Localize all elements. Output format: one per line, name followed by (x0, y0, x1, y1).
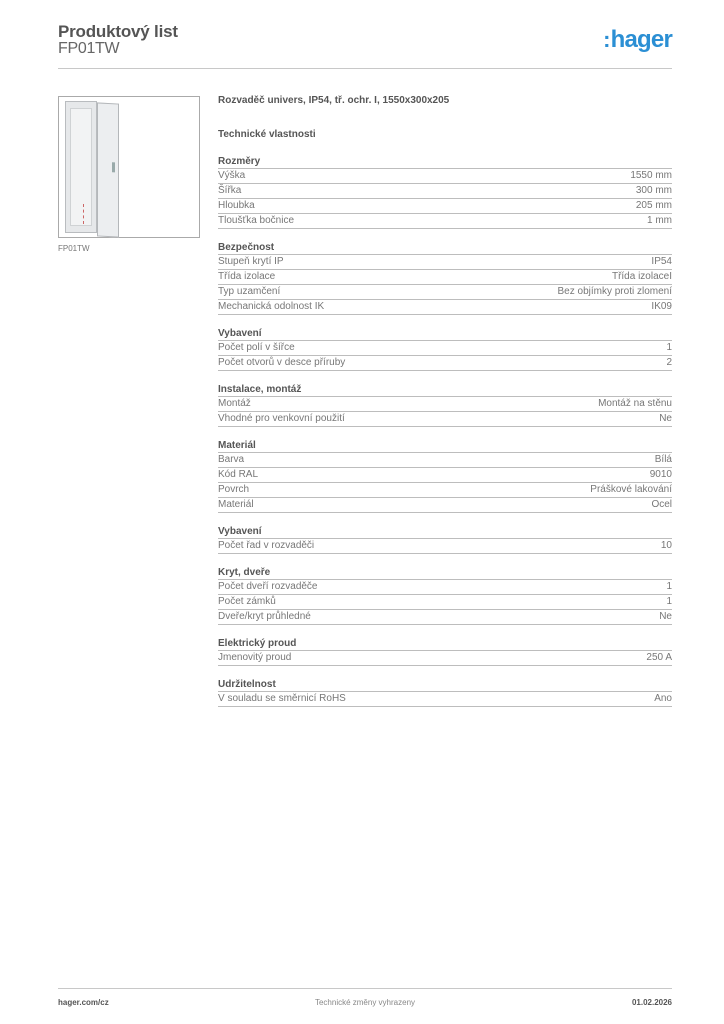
spec-label: Počet řad v rozvaděči (218, 540, 315, 551)
section-rows (218, 255, 672, 315)
cabinet-door-graphic (97, 102, 119, 237)
spec-label: Mechanická odolnost IK (218, 301, 325, 312)
product-description: Rozvaděč univers, IP54, tř. ochr. I, 1550x300x205 (218, 95, 450, 106)
spec-section (218, 678, 672, 707)
spec-row (218, 255, 672, 270)
spec-value: 9010 (649, 469, 672, 480)
spec-label: Počet polí v šířce (218, 342, 295, 353)
spec-value: 250 A (646, 652, 672, 663)
spec-label: Šířka (218, 185, 242, 196)
spec-label: Výška (218, 170, 246, 181)
spec-value: 1 (666, 581, 672, 592)
section-title: Udržitelnost (218, 678, 672, 692)
spec-label: Hloubka (218, 200, 255, 211)
cabinet-wiring-graphic (83, 204, 90, 224)
spec-value: Ne (659, 413, 672, 424)
spec-row (218, 610, 672, 625)
spec-label: Dveře/kryt průhledné (218, 611, 311, 622)
spec-row (218, 300, 672, 315)
spec-row (218, 270, 672, 285)
header-divider (58, 68, 672, 69)
spec-row (218, 199, 672, 214)
spec-row (218, 595, 672, 610)
spec-value: 1 (666, 342, 672, 353)
section-rows (218, 692, 672, 707)
spec-section (218, 525, 672, 554)
spec-label: Počet otvorů v desce příruby (218, 357, 346, 368)
section-title: Instalace, montáž (218, 383, 672, 397)
spec-value: 300 mm (635, 185, 672, 196)
product-code: FP01TW (58, 40, 120, 57)
section-rows (218, 539, 672, 554)
spec-label: Třída izolace (218, 271, 276, 282)
spec-label: Počet zámků (218, 596, 276, 607)
spec-value: 10 (660, 540, 672, 551)
spec-row (218, 468, 672, 483)
section-rows (218, 169, 672, 229)
spec-value: 1 (666, 596, 672, 607)
page-header (58, 20, 672, 70)
spec-row (218, 214, 672, 229)
spec-row (218, 169, 672, 184)
spec-value: Bílá (654, 454, 672, 465)
spec-row (218, 397, 672, 412)
spec-label: Vhodné pro venkovní použití (218, 413, 345, 424)
spec-section (218, 327, 672, 371)
section-title: Rozměry (218, 155, 672, 169)
section-rows (218, 341, 672, 371)
spec-row (218, 580, 672, 595)
spec-row (218, 498, 672, 513)
spec-row (218, 356, 672, 371)
page-footer (58, 998, 672, 1012)
spec-value: Montáž na stěnu (598, 398, 672, 409)
logo-text: hager (610, 26, 672, 53)
tech-properties-heading: Technické vlastnosti (218, 129, 316, 140)
spec-label: Materiál (218, 499, 254, 510)
spec-label: Tloušťka bočnice (218, 215, 295, 226)
spec-value: IP54 (651, 256, 672, 267)
spec-value: 2 (666, 357, 672, 368)
spec-row (218, 453, 672, 468)
spec-row (218, 184, 672, 199)
spec-label: V souladu se směrnicí RoHS (218, 693, 346, 704)
spec-section (218, 566, 672, 625)
spec-section (218, 439, 672, 513)
spec-section (218, 155, 672, 229)
spec-value: 1 mm (647, 215, 672, 226)
spec-row (218, 285, 672, 300)
spec-label: Barva (218, 454, 245, 465)
spec-value: Práškové lakování (590, 484, 672, 495)
section-rows (218, 580, 672, 625)
section-title: Vybavení (218, 327, 672, 341)
spec-value: Bez objímky proti zlomení (557, 286, 672, 297)
section-rows (218, 453, 672, 513)
section-rows (218, 651, 672, 666)
spec-label: Povrch (218, 484, 250, 495)
spec-row (218, 412, 672, 427)
spec-label: Typ uzamčení (218, 286, 281, 297)
spec-value: Třída izolaceI (611, 271, 672, 282)
footer-website-link[interactable]: hager.com/cz (58, 998, 109, 1007)
image-caption: FP01TW (58, 244, 90, 253)
spec-label: Počet dveří rozvaděče (218, 581, 318, 592)
spec-value: Ocel (651, 499, 672, 510)
spec-sections (218, 155, 672, 707)
spec-content (218, 95, 672, 707)
section-title: Elektrický proud (218, 637, 672, 651)
spec-row (218, 539, 672, 554)
spec-value: 1550 mm (630, 170, 672, 181)
spec-row (218, 651, 672, 666)
page-title: Produktový list (58, 22, 178, 41)
spec-value: Ne (659, 611, 672, 622)
spec-section (218, 383, 672, 427)
spec-section (218, 637, 672, 666)
hager-logo (603, 26, 672, 54)
cabinet-interior-graphic (70, 108, 92, 226)
footer-notice: Technické změny vyhrazeny (314, 998, 416, 1007)
spec-value: Ano (654, 693, 672, 704)
spec-row (218, 341, 672, 356)
spec-label: Stupeň krytí IP (218, 256, 284, 267)
spec-section (218, 241, 672, 315)
logo-colon: : (603, 27, 610, 52)
section-title: Vybavení (218, 525, 672, 539)
section-title: Materiál (218, 439, 672, 453)
footer-date: 01.02.2026 (631, 998, 672, 1007)
section-title: Bezpečnost (218, 241, 672, 255)
spec-label: Kód RAL (218, 469, 259, 480)
door-handle-graphic (112, 162, 115, 172)
spec-value: 205 mm (635, 200, 672, 211)
product-image (58, 96, 200, 238)
spec-row (218, 692, 672, 707)
section-title: Kryt, dveře (218, 566, 672, 580)
cabinet-body-graphic (65, 101, 97, 233)
spec-value: IK09 (651, 301, 672, 312)
spec-label: Montáž (218, 398, 251, 409)
spec-row (218, 483, 672, 498)
footer-divider (58, 988, 672, 989)
section-rows (218, 397, 672, 427)
spec-label: Jmenovitý proud (218, 652, 292, 663)
